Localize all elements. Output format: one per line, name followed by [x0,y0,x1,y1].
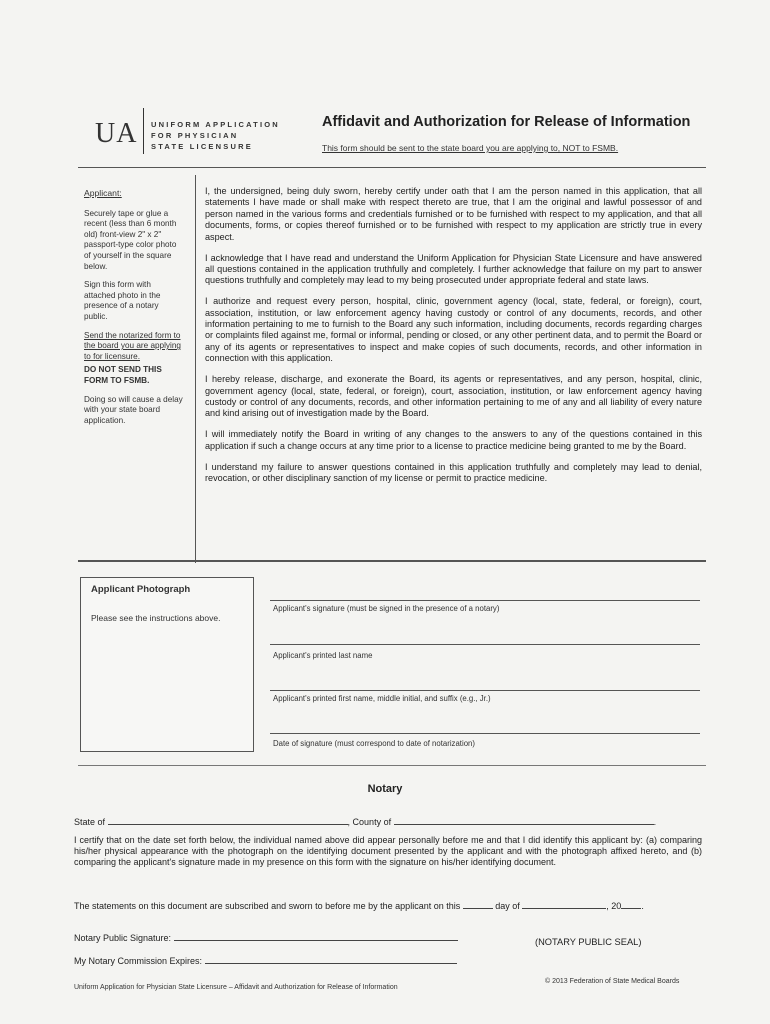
state-field[interactable] [108,815,348,825]
ua-logo: UA [95,118,138,149]
notary-signature-field[interactable] [174,931,458,941]
sworn-row: The statements on this document are subscribed and sworn to before me by the applicant on this day of , 20 . [74,901,644,911]
column-divider [195,175,196,563]
instructions-delay: Doing so will cause a delay with your state board application. [84,394,183,425]
applicant-instructions [84,188,184,434]
logo-line-1: UNIFORM APPLICATION [151,120,280,129]
applicant-photo-box[interactable] [80,577,254,752]
year-field[interactable] [621,899,641,909]
commission-expires-label: My Notary Commission Expires: [74,956,203,966]
notary-certification: I certify that on the date set forth below, the individual named above did appear personally before me and that I did identify this applicant by: (a) comparing his/her physical appearance with the photograph on the identifying document presented by the applicant and with the photograph affixed hereto, and (b) comparing the applicant's signature made in my presence on this form with the signature on his/her identifying document. [74,835,702,868]
instructions-warning: DO NOT SEND THIS FORM TO FSMB. [84,365,162,385]
instructions-send: Send the notarized form to the board you are applying to for licensure. [84,330,181,361]
day-of-label: day of [495,901,520,911]
affidavit-paragraph-2: I acknowledge that I have read and understand the Uniform Application for Physician State Licensure and have answered all questions contained in the application truthfully and completely. I further acknowledge that failure on my part to answer questions truthfully and completely may lead to my being prosecuted under appropriate federal and state laws. [205,252,702,286]
logo-divider [143,108,144,154]
affidavit-paragraph-1: I, the undersigned, being duly sworn, hereby certify under oath that I am the person named in this application, that all statements I have made or shall make with respect thereto are true, that I am the original and lawful possessor of and person named in the various forms and credentials furnished or to be furnished with respect to my application, and that all documents, forms, or copies thereof furnished or to be furnished with respect to my application are strictly true in every aspect. [205,186,702,242]
notary-signature-label: Notary Public Signature: [74,933,172,943]
day-field[interactable] [463,899,493,909]
signature-label: Applicant's signature (must be signed in the presence of a notary) [273,604,500,613]
first-name-label: Applicant's printed first name, middle initial, and suffix (e.g., Jr.) [273,694,491,703]
first-name-line[interactable] [270,690,700,691]
month-field[interactable] [522,899,606,909]
logo-line-2: FOR PHYSICIAN [151,131,239,140]
affidavit-paragraph-6: I understand my failure to answer questions contained in this application truthfully and completely may lead to denial, revocation, or other disciplinary sanction of my license or permit to practice medicine. [205,461,702,484]
footer-form-name: Uniform Application for Physician State Licensure – Affidavit and Authorization for Release of Information [74,984,398,991]
county-field[interactable] [394,815,654,825]
commission-expires-field[interactable] [205,954,457,964]
commission-row [74,954,457,966]
county-label: , County of [347,817,392,827]
signature-line[interactable] [270,600,700,601]
notary-signature-row [74,931,458,943]
date-line[interactable] [270,733,700,734]
year-prefix: , 20 [606,901,622,911]
affidavit-paragraph-3: I authorize and request every person, hospital, clinic, government agency (local, state, federal, or foreign), court, association, institution, or law enforcement agency having custody or control of any documents, records, and other information pertaining to me to furnish to the Board any such information, including documents, records regarding charges or complaints filed against me, formal or informal, pending or closed, or any other pertinent data, and to permit the Board or any of its agents or representatives to inspect and make copies of such documents, records, and other information in connection with this application. [205,296,702,364]
photo-box-title: Applicant Photograph [91,584,191,595]
photo-box-note: Please see the instructions above. [91,613,221,623]
affidavit-body [205,186,702,494]
instructions-sign: Sign this form with attached photo in the presence of a notary public. [84,280,161,321]
venue-row: State of , County of . [74,817,657,827]
state-label: State of [74,817,106,827]
section-divider [78,560,706,562]
logo-line-3: STATE LICENSURE [151,142,253,151]
affidavit-paragraph-5: I will immediately notify the Board in writing of any changes to the answers to any of the questions contained in this application if such a change occurs at any time prior to a license to practice medicine being granted to me by the Board. [205,429,702,451]
document-title: Affidavit and Authorization for Release of Information [322,114,691,130]
sworn-text: The statements on this document are subscribed and sworn to before me by the applicant on this [74,901,461,911]
logo-text [151,119,280,152]
date-label: Date of signature (must correspond to date of notarization) [273,739,475,748]
instructions-photo: Securely tape or glue a recent (less than 6 month old) front-view 2" x 2" passport-type color photo of yourself in the square below. [84,208,177,271]
notary-divider [78,765,706,766]
top-divider [78,167,706,168]
notary-seal-label: (NOTARY PUBLIC SEAL) [535,937,642,947]
notary-heading: Notary [367,783,403,795]
affidavit-paragraph-4: I hereby release, discharge, and exonerate the Board, its agents or representatives, and any person, hospital, clinic, government agency (local, state, federal, or foreign), court, association, institution, or law enforcement agency having custody or control of any documents, records, and other information pertaining to me of any and all liability of every nature and kind arising out of investigation made by the Board. [205,374,702,419]
instructions-heading: Applicant: [84,188,122,198]
last-name-label: Applicant's printed last name [273,651,373,660]
last-name-line[interactable] [270,644,700,645]
footer-copyright: © 2013 Federation of State Medical Boards [545,978,680,985]
document-subtitle: This form should be sent to the state board you are applying to, NOT to FSMB. [322,143,619,153]
